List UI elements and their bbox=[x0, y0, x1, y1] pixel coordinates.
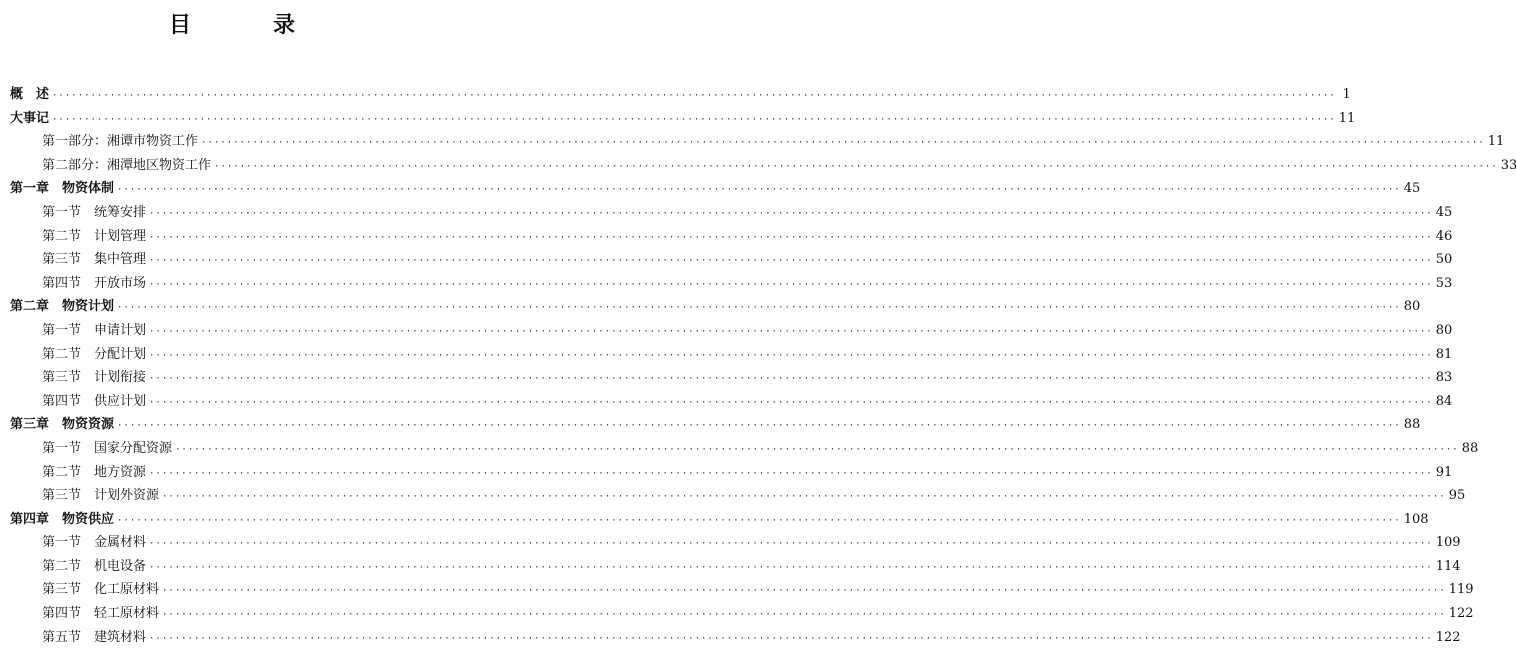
dot-leader: ········································································································································································································ bbox=[149, 397, 1433, 408]
toc-page-number: 109 bbox=[1435, 535, 1461, 551]
toc-entry-label: 第一节 国家分配资源 bbox=[42, 440, 173, 456]
toc-page-number: 80 bbox=[1435, 322, 1453, 338]
dot-leader: ········································································································································································································ bbox=[149, 468, 1433, 479]
toc-page-number: 11 bbox=[1338, 110, 1356, 126]
toc-entry-label: 第一节 统筹安排 bbox=[42, 204, 147, 220]
dot-leader: ········································································································································································································ bbox=[117, 421, 1401, 432]
dot-leader: ········································································································································································································ bbox=[117, 515, 1401, 526]
toc-page-number: 46 bbox=[1435, 228, 1453, 244]
dot-leader: ········································································································································································································ bbox=[52, 91, 1336, 101]
toc-entry-label: 第二节 计划管理 bbox=[42, 228, 147, 244]
dot-leader: ········································································································································································································ bbox=[149, 562, 1433, 573]
toc-page-number: 81 bbox=[1435, 346, 1453, 362]
toc-page-number: 83 bbox=[1435, 370, 1453, 386]
dot-leader: ········································································································································································································ bbox=[149, 208, 1433, 219]
toc-entry-label: 第一节 申请计划 bbox=[42, 322, 147, 338]
dot-leader: ········································································································································································································ bbox=[149, 633, 1433, 644]
toc-page-number: 11 bbox=[1487, 134, 1505, 150]
toc-page-number: 33 bbox=[1500, 157, 1517, 173]
dot-leader: ········································································································································································································ bbox=[149, 539, 1433, 550]
toc-section-entry bbox=[0, 602, 1474, 626]
page-title: 目 录 bbox=[168, 13, 325, 38]
toc-section-entry bbox=[0, 555, 1461, 579]
dot-leader: ········································································································································································································ bbox=[162, 492, 1446, 503]
toc-chapter-entry bbox=[0, 413, 1421, 437]
toc-entry-label: 第二节 分配计划 bbox=[42, 346, 147, 362]
toc-section-entry bbox=[0, 130, 1505, 154]
toc-page-number: 88 bbox=[1461, 440, 1479, 456]
toc-entry-label: 第二章 物资计划 bbox=[10, 299, 115, 315]
dot-leader: ········································································································································································································ bbox=[162, 610, 1446, 621]
dot-leader: ········································································································································································································ bbox=[149, 256, 1433, 267]
toc-page-number: 53 bbox=[1435, 275, 1453, 291]
toc-page-number: 91 bbox=[1435, 464, 1453, 480]
toc-section-entry bbox=[0, 343, 1453, 367]
dot-leader: ········································································································································································································ bbox=[214, 161, 1498, 172]
toc-entry-label: 第五节 建筑材料 bbox=[42, 629, 147, 645]
toc-page-number: 122 bbox=[1435, 629, 1461, 645]
toc-section-entry bbox=[0, 484, 1466, 508]
toc-section-entry bbox=[0, 319, 1453, 343]
toc-entry-label: 第二部分：湘潭地区物资工作 bbox=[42, 157, 212, 173]
toc-section-entry bbox=[0, 225, 1453, 249]
toc-section-entry bbox=[0, 437, 1479, 461]
toc-entry-label: 第三节 计划衔接 bbox=[42, 370, 147, 386]
toc-entry-label: 第四节 供应计划 bbox=[42, 393, 147, 409]
toc-section-entry bbox=[0, 461, 1453, 485]
toc-entry-label: 第四节 开放市场 bbox=[42, 275, 147, 291]
dot-leader: ········································································································································································································ bbox=[117, 303, 1401, 314]
dot-leader: ········································································································································································································ bbox=[162, 586, 1446, 597]
toc-entry-label: 第四节 轻工原材料 bbox=[42, 606, 160, 622]
toc-chapter-entry bbox=[0, 83, 1351, 107]
dot-leader: ········································································································································································································ bbox=[149, 374, 1433, 385]
toc-chapter-entry bbox=[0, 508, 1429, 532]
toc-entry-label: 第三节 化工原材料 bbox=[42, 582, 160, 598]
toc-page-number: 119 bbox=[1448, 582, 1474, 598]
toc-section-entry bbox=[0, 201, 1453, 225]
toc-page-number: 84 bbox=[1435, 393, 1453, 409]
toc-entry-label: 第三节 计划外资源 bbox=[42, 488, 160, 504]
table-of-contents bbox=[0, 83, 1517, 649]
toc-page-number: 50 bbox=[1435, 252, 1453, 268]
dot-leader: ········································································································································································································ bbox=[149, 232, 1433, 243]
toc-entry-label: 第一部分：湘谭市物资工作 bbox=[42, 134, 199, 150]
dot-leader: ········································································································································································································ bbox=[117, 185, 1401, 196]
toc-page-number: 1 bbox=[1342, 87, 1351, 102]
toc-section-entry bbox=[0, 390, 1453, 414]
toc-chapter-entry bbox=[0, 295, 1421, 319]
toc-entry-label: 第一章 物资体制 bbox=[10, 181, 115, 197]
toc-chapter-entry bbox=[0, 177, 1421, 201]
toc-section-entry bbox=[0, 154, 1517, 178]
toc-entry-label: 第二节 机电设备 bbox=[42, 558, 147, 574]
toc-chapter-entry bbox=[0, 107, 1356, 131]
toc-section-entry bbox=[0, 531, 1461, 555]
toc-section-entry bbox=[0, 578, 1474, 602]
toc-entry-label: 大事记 bbox=[10, 110, 50, 126]
toc-section-entry bbox=[0, 248, 1453, 272]
toc-entry-label: 概 述 bbox=[10, 87, 50, 102]
dot-leader: ········································································································································································································ bbox=[149, 350, 1433, 361]
toc-entry-label: 第三节 集中管理 bbox=[42, 252, 147, 268]
dot-leader: ········································································································································································································ bbox=[52, 114, 1336, 125]
toc-page-number: 80 bbox=[1403, 299, 1421, 315]
toc-page-number: 114 bbox=[1435, 558, 1461, 574]
toc-page-number: 45 bbox=[1435, 204, 1453, 220]
toc-section-entry bbox=[0, 626, 1461, 650]
toc-entry-label: 第一节 金属材料 bbox=[42, 535, 147, 551]
toc-entry-label: 第四章 物资供应 bbox=[10, 511, 115, 527]
dot-leader: ········································································································································································································ bbox=[175, 444, 1459, 455]
toc-page-number: 88 bbox=[1403, 417, 1421, 433]
toc-page-number: 108 bbox=[1403, 511, 1429, 527]
dot-leader: ········································································································································································································ bbox=[149, 279, 1433, 290]
toc-section-entry bbox=[0, 366, 1453, 390]
toc-page-number: 45 bbox=[1403, 181, 1421, 197]
toc-section-entry bbox=[0, 272, 1453, 296]
toc-page-number: 95 bbox=[1448, 488, 1466, 504]
toc-page-number: 122 bbox=[1448, 606, 1474, 622]
toc-entry-label: 第三章 物资资源 bbox=[10, 417, 115, 433]
dot-leader: ········································································································································································································ bbox=[201, 138, 1485, 149]
dot-leader: ········································································································································································································ bbox=[149, 326, 1433, 337]
toc-entry-label: 第二节 地方资源 bbox=[42, 464, 147, 480]
